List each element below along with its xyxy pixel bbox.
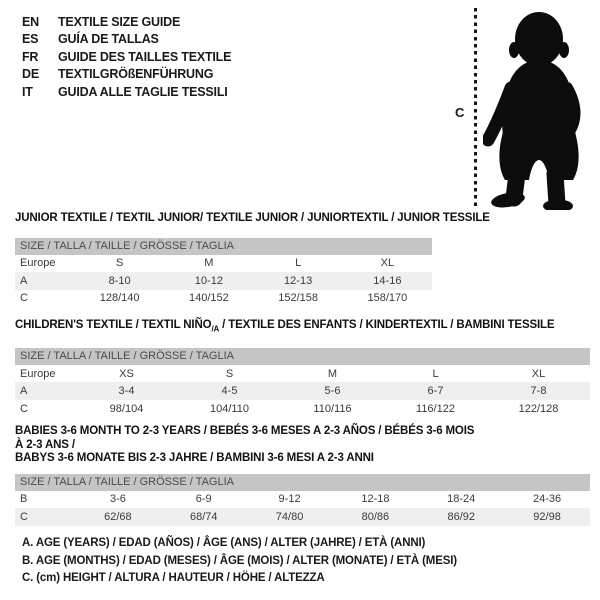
size-header-row: SIZE / TALLA / TAILLE / GRÖSSE / TAGLIA (15, 238, 432, 255)
table-row (15, 272, 432, 290)
lang-row-fr (22, 48, 231, 66)
height-dashed-line (474, 8, 477, 207)
legend-footnotes (22, 535, 457, 588)
size-cell: 9-12 (278, 493, 301, 506)
size-cell: 92/98 (504, 508, 590, 526)
size-header-row: SIZE / TALLA / TAILLE / GRÖSSE / TAGLIA (15, 474, 590, 491)
size-cell: 24-36 (533, 493, 562, 506)
size-cell: 152/158 (278, 292, 318, 305)
lang-code: EN (22, 14, 39, 29)
table-row (15, 400, 590, 418)
lang-label: GUÍA DE TALLAS (58, 32, 159, 47)
footnote-height: C. (cm) HEIGHT / ALTURA / HAUTEUR / HÖHE / ALTEZZA (22, 572, 325, 584)
lang-code: FR (22, 49, 39, 64)
row-label: Europe (20, 367, 56, 380)
size-cell: 116/122 (416, 402, 455, 415)
size-cell: 7-8 (487, 382, 590, 400)
lang-row-en (22, 13, 231, 31)
lang-row-es (22, 31, 231, 49)
size-cell: 12-13 (254, 272, 343, 290)
size-header-row: SIZE / TALLA / TAILLE / GRÖSSE / TAGLIA (15, 348, 590, 365)
size-cell: S (115, 257, 124, 270)
height-marker-label: C (455, 105, 465, 120)
table-row (15, 255, 432, 273)
size-cell: 98/104 (109, 402, 144, 415)
lang-code: IT (22, 84, 33, 99)
size-cell: 18-24 (447, 493, 476, 506)
size-cell: XL (531, 367, 546, 380)
children-table-title: CHILDREN'S TEXTILE / TEXTIL $NIÑO_{/A}$ / TEXTILE DES ENFANTS / KINDERTEXTIL / BAMBINI TESSILE (15, 319, 555, 334)
lang-label: GUIDA ALLE TAGLIE TESSILI (58, 84, 228, 99)
lang-label: TEXTILE SIZE GUIDE (58, 14, 181, 29)
size-cell: 86/92 (418, 508, 504, 526)
size-cell: 74/80 (247, 508, 333, 526)
size-cell: L (295, 257, 302, 270)
language-title-list (22, 13, 231, 101)
size-cell: 6-9 (195, 493, 212, 506)
size-cell: M (327, 367, 338, 380)
size-cell: 110/116 (313, 402, 352, 415)
size-cell: S (225, 367, 234, 380)
children-size-table (15, 348, 590, 418)
lang-code: DE (22, 67, 39, 82)
row-label: Europe (20, 257, 56, 270)
size-cell: 3-6 (109, 493, 126, 506)
size-cell: 68/74 (161, 508, 247, 526)
size-cell: 8-10 (75, 272, 164, 290)
row-label: C (15, 508, 75, 526)
size-cell: 128/140 (99, 292, 140, 305)
row-label: A (15, 272, 75, 290)
lang-row-de (22, 66, 231, 84)
size-cell: L (432, 367, 439, 380)
lang-label: GUIDE DES TAILLES TEXTILE (58, 49, 232, 64)
size-cell: 12-18 (361, 493, 390, 506)
lang-row-it (22, 83, 231, 101)
row-label: A (15, 382, 75, 400)
table-row (15, 365, 590, 383)
junior-size-table (15, 238, 432, 308)
table-row (15, 508, 590, 526)
size-cell: M (204, 257, 214, 270)
size-cell: XL (380, 257, 395, 270)
size-cell: 6-7 (384, 382, 487, 400)
junior-table-title: JUNIOR TEXTILE / TEXTIL JUNIOR/ TEXTILE JUNIOR / JUNIORTEXTIL / JUNIOR TESSILE (15, 212, 490, 224)
table-row (15, 491, 590, 509)
babies-size-table (15, 474, 590, 526)
lang-code: ES (22, 32, 39, 47)
size-cell: 62/68 (75, 508, 161, 526)
size-cell: 4-5 (178, 382, 281, 400)
size-cell: 14-16 (343, 272, 432, 290)
row-label: C (20, 292, 28, 305)
size-cell: 104/110 (210, 402, 249, 415)
size-cell: 80/86 (332, 508, 418, 526)
row-label: C (20, 402, 28, 415)
footnote-age-months: B. AGE (MONTHS) / EDAD (MESES) / ÂGE (MOIS) / ALTER (MONATE) / ETÀ (MESI) (22, 554, 457, 567)
footnote-age-years: A. AGE (YEARS) / EDAD (AÑOS) / ÂGE (ANS) / ALTER (JAHRE) / ETÀ (ANNI) (22, 537, 426, 549)
babies-section (15, 425, 590, 526)
junior-section (15, 212, 490, 307)
size-cell: 3-4 (75, 382, 178, 400)
row-label: B (20, 493, 28, 506)
size-cell: 140/152 (188, 292, 229, 305)
children-section (15, 319, 590, 417)
table-row (15, 382, 590, 400)
size-cell: 5-6 (281, 382, 384, 400)
table-row (15, 290, 432, 308)
babies-table-title: BABIES 3-6 MONTH TO 2-3 YEARS / BEBÉS 3-6 MESES A 2-3 AÑOS / BÉBÉS 3-6 MOIS À 2-3 ANS / BABYS 3-6 MONATE BIS 2-3 JAHRE / BAMBINI 3-6 MESI A 2-3 ANNI (15, 425, 475, 464)
lang-label: TEXTILGRÖßENFÜHRUNG (58, 67, 214, 82)
size-cell: 122/128 (518, 402, 559, 415)
size-cell: XS (119, 367, 134, 380)
size-cell: 10-12 (164, 272, 253, 290)
size-cell: 158/170 (367, 292, 408, 305)
toddler-silhouette-icon (483, 8, 591, 210)
